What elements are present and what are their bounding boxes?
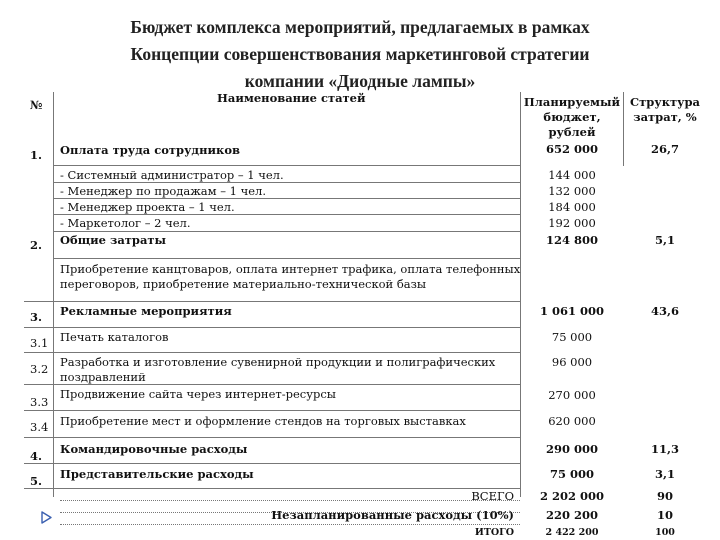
row-divider [24, 410, 520, 411]
row-2-name: Общие затраты [60, 233, 167, 247]
title-line-3: компании «Диодные лампы» [244, 71, 476, 91]
row-1-percent: 26,7 [650, 142, 679, 156]
row-3-name: Рекламные мероприятия [60, 304, 232, 318]
total-budget: 2 202 000 [539, 489, 605, 503]
staff-2-budget: 132 000 [548, 184, 596, 198]
row-2-percent: 5,1 [654, 233, 675, 247]
grand-total-percent: 100 [655, 527, 675, 538]
staff-1-name: - Системный администратор – 1 чел. [60, 168, 284, 182]
row-divider [24, 488, 520, 489]
header-structure-2: затрат, % [633, 110, 697, 124]
row-divider [53, 258, 521, 259]
row-2-budget: 124 800 [545, 233, 598, 247]
row-3-3-number: 3.3 [30, 395, 49, 409]
staff-4-budget: 192 000 [548, 216, 596, 230]
row-3-2-name-1: Разработка и изготовление сувенирной продукции и полиграфических [60, 355, 496, 369]
row-4-name: Командировочные расходы [60, 442, 248, 456]
row-3-percent: 43,6 [650, 304, 679, 318]
row-3-number: 3. [30, 310, 43, 324]
header-structure-1: Структура [630, 95, 700, 109]
row-divider [24, 301, 520, 302]
row-divider [24, 327, 520, 328]
row-3-budget: 1 061 000 [539, 304, 605, 318]
row-1-name: Оплата труда сотрудников [60, 143, 241, 157]
row-3-2-budget: 96 000 [551, 355, 593, 369]
row-3-4-number: 3.4 [30, 420, 49, 434]
row-3-2-name-2: поздравлений [60, 370, 146, 384]
dotted-divider [60, 524, 520, 525]
unplanned-budget: 220 200 [545, 508, 598, 522]
row-2-number: 2. [30, 238, 43, 252]
dotted-divider [60, 500, 520, 501]
header-budget-1: Планируемый [523, 95, 621, 109]
title-line-2: Концепции совершенствования маркетинговой стратегии [130, 44, 590, 64]
row-3-2-number: 3.2 [30, 362, 49, 376]
header-budget-2: бюджет, [543, 110, 601, 124]
row-2-description-1: Приобретение канцтоваров, оплата интернет трафика, оплата телефонных [60, 262, 521, 276]
title-line-1: Бюджет комплекса мероприятий, предлагаемых в рамках [130, 17, 590, 37]
next-arrow-icon[interactable] [40, 511, 53, 524]
row-4-budget: 290 000 [545, 442, 598, 456]
grand-total-budget: 2 422 200 [545, 527, 599, 538]
staff-4-name: - Маркетолог – 2 чел. [60, 216, 191, 230]
row-3-1-number: 3.1 [30, 336, 49, 350]
row-4-percent: 11,3 [650, 442, 679, 456]
total-label: ВСЕГО [471, 489, 514, 503]
row-4-number: 4. [30, 449, 43, 463]
row-3-4-name: Приобретение мест и оформление стендов на торговых выставках [60, 414, 466, 428]
row-3-1-budget: 75 000 [551, 330, 593, 344]
header-name: Наименование статей [217, 91, 366, 105]
row-divider [53, 165, 521, 166]
staff-1-budget: 144 000 [548, 168, 596, 182]
row-divider [24, 352, 520, 353]
row-5-percent: 3,1 [654, 467, 675, 481]
row-1-budget: 652 000 [545, 142, 598, 156]
row-3-4-budget: 620 000 [548, 414, 596, 428]
page-title [60, 14, 660, 95]
row-divider [53, 231, 521, 232]
row-5-name: Представительские расходы [60, 467, 254, 481]
row-3-3-name: Продвижение сайта через интернет-ресурсы [60, 387, 336, 401]
unplanned-percent: 10 [656, 508, 673, 522]
staff-3-budget: 184 000 [548, 200, 596, 214]
row-5-number: 5. [30, 474, 43, 488]
total-percent: 90 [656, 489, 673, 503]
row-3-3-budget: 270 000 [548, 388, 596, 402]
row-3-1-name: Печать каталогов [60, 330, 169, 344]
staff-2-name: - Менеджер по продажам – 1 чел. [60, 184, 266, 198]
grand-total-label: ИТОГО [474, 527, 514, 538]
row-divider [24, 437, 520, 438]
row-divider [24, 463, 520, 464]
row-2-description-2: переговоров, приобретение материально-технической базы [60, 277, 427, 291]
header-number: № [30, 98, 43, 112]
staff-3-name: - Менеджер проекта – 1 чел. [60, 200, 235, 214]
unplanned-label: Незапланированные расходы (10%) [271, 508, 514, 522]
header-budget-3: рублей [548, 125, 596, 139]
row-1-number: 1. [30, 148, 43, 162]
row-5-budget: 75 000 [549, 467, 594, 481]
